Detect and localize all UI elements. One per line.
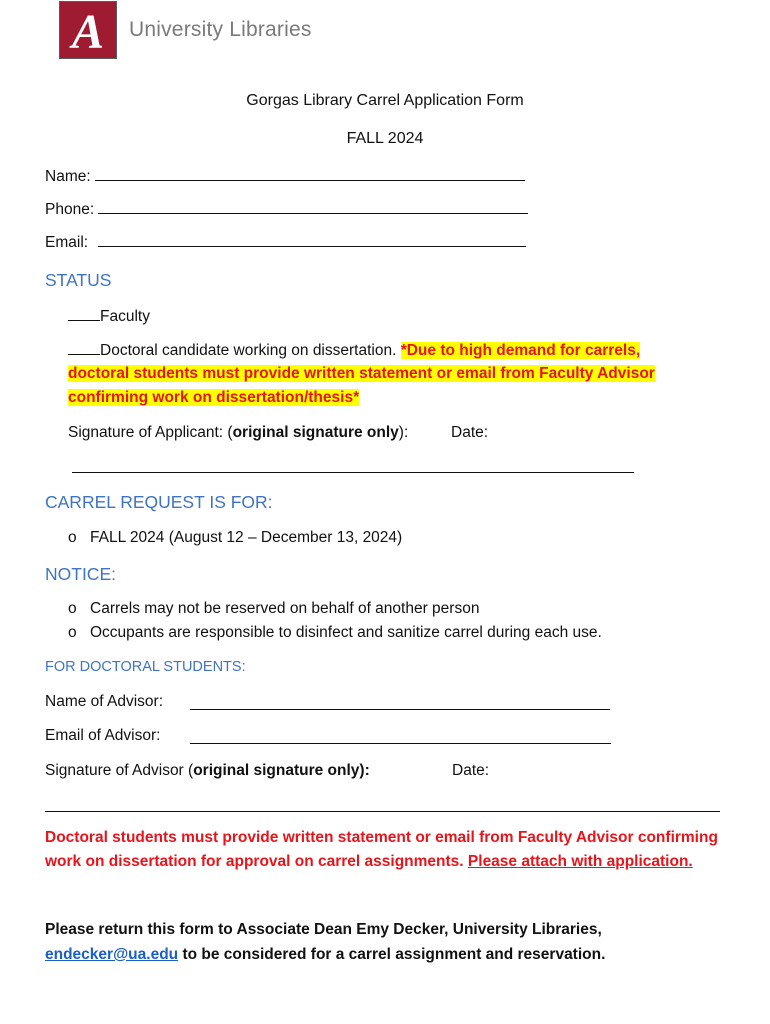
- name-field-row: [45, 167, 525, 186]
- return-instructions-2: endecker@ua.edu to be considered for a carrel assignment and reservation.: [45, 946, 606, 963]
- advisor-name-line[interactable]: [190, 695, 610, 710]
- carrel-request-term: FALL 2024 (August 12 – December 13, 2024): [90, 529, 403, 546]
- bullet-icon: o: [68, 624, 77, 641]
- warning-line-1: Doctoral students must provide written statement or email from Faculty Advisor confirming: [45, 829, 718, 846]
- advisor-email-line[interactable]: [190, 729, 611, 744]
- ua-logo-icon: [60, 2, 116, 58]
- dean-email-link[interactable]: endecker@ua.edu: [45, 946, 179, 963]
- doctoral-note-1: *Due to high demand for carrels,: [400, 342, 641, 359]
- advisor-name-label: Name of Advisor:: [45, 693, 164, 710]
- faculty-check-line[interactable]: [68, 307, 100, 321]
- bullet-icon: o: [68, 600, 77, 617]
- advisor-signature-label: Signature of Advisor (original signature only):: [45, 762, 370, 779]
- phone-label: Phone:: [45, 201, 95, 218]
- doctoral-label: Doctoral candidate working on dissertation.: [100, 342, 397, 359]
- ua-logo: [59, 1, 117, 59]
- faculty-label: Faculty: [100, 308, 150, 325]
- applicant-signature-line[interactable]: [72, 458, 634, 473]
- name-label: Name:: [45, 168, 91, 185]
- email-input-line[interactable]: [98, 233, 526, 247]
- attach-note: Please attach with application.: [467, 853, 693, 870]
- phone-field-row: [45, 200, 528, 219]
- doctoral-note-3: confirming work on dissertation/thesis*: [68, 389, 360, 406]
- status-heading: STATUS: [45, 270, 112, 290]
- org-name: University Libraries: [129, 18, 312, 41]
- notice-item: o Occupants are responsible to disinfect and sanitize carrel during each use.: [68, 624, 602, 641]
- notice-item: o Carrels may not be reserved on behalf of another person: [68, 600, 480, 617]
- email-field-row: [45, 233, 526, 252]
- advisor-signature-line[interactable]: [45, 797, 720, 812]
- faculty-option: [68, 307, 150, 326]
- carrel-request-heading: CARREL REQUEST IS FOR:: [45, 492, 273, 512]
- advisor-date-label: Date:: [452, 762, 490, 779]
- bullet-icon: o: [68, 529, 77, 546]
- doctoral-option: [68, 341, 640, 360]
- return-instructions: Please return this form to Associate Dean Emy Decker, University Libraries,: [45, 921, 602, 938]
- warning-line-2: work on dissertation for approval on carrel assignments. Please attach with application.: [45, 853, 693, 870]
- form-term: FALL 2024: [346, 130, 424, 147]
- form-title: Gorgas Library Carrel Application Form: [246, 92, 524, 109]
- applicant-signature-label: Signature of Applicant: (original signature only):: [68, 424, 409, 441]
- name-input-line[interactable]: [95, 167, 525, 181]
- doctoral-check-line[interactable]: [68, 341, 100, 355]
- advisor-email-label: Email of Advisor:: [45, 727, 161, 744]
- svg-text:A: A: [71, 5, 105, 58]
- doctoral-heading: FOR DOCTORAL STUDENTS:: [45, 659, 246, 675]
- email-label: Email:: [45, 234, 89, 251]
- applicant-date-label: Date:: [451, 424, 489, 441]
- carrel-request-option: [68, 529, 402, 547]
- notice-heading: NOTICE:: [45, 564, 116, 584]
- phone-input-line[interactable]: [98, 200, 528, 214]
- doctoral-note-2: doctoral students must provide written statement or email from Faculty Advisor: [68, 365, 655, 382]
